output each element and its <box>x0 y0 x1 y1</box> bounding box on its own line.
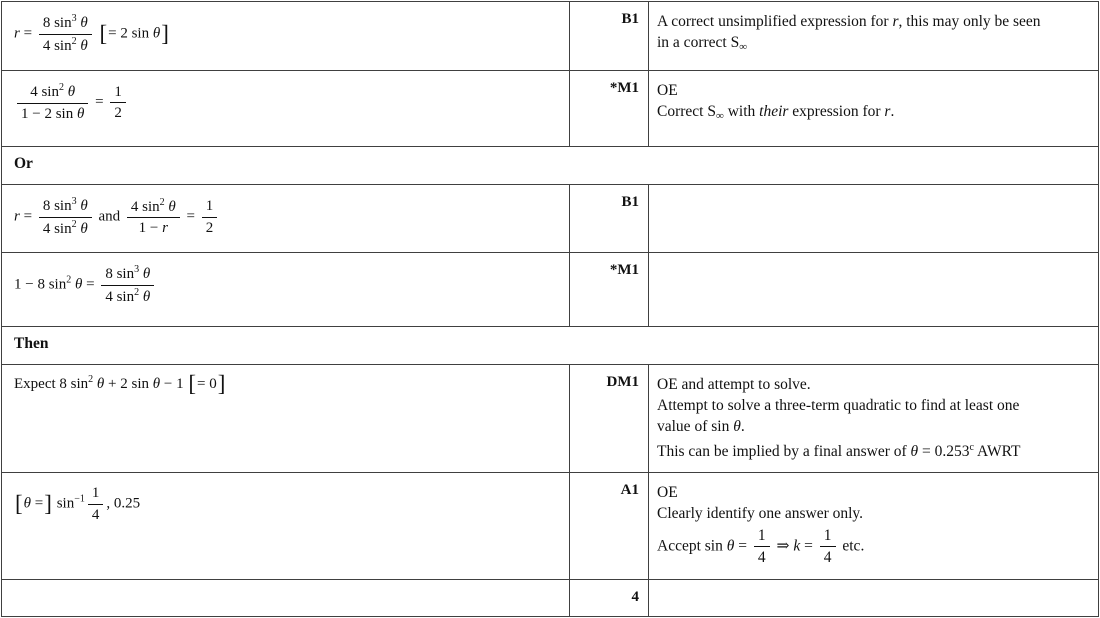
fraction <box>39 13 92 56</box>
mark-cell <box>570 365 649 473</box>
math-token-r: + 2 sin <box>104 376 153 392</box>
mark-scheme-table <box>1 1 1099 617</box>
fraction-numerator <box>127 197 180 219</box>
fraction <box>820 526 836 568</box>
fraction <box>88 484 104 525</box>
working-cell <box>2 253 570 327</box>
comment-line <box>657 11 1090 32</box>
section-label: Then <box>14 335 49 352</box>
comment-line <box>657 101 1090 127</box>
fraction-numerator <box>39 196 92 218</box>
fraction-denominator <box>17 104 88 124</box>
math-token-i: θ <box>910 443 919 460</box>
math-token-r: Correct S <box>657 103 716 120</box>
math-token-r: 8 sin <box>105 266 135 282</box>
math-token-i: r <box>14 208 20 225</box>
math-token-i: θ <box>733 418 741 435</box>
math-token-r: with <box>723 103 760 120</box>
math-token-i: θ <box>726 537 735 555</box>
comment-line <box>657 524 1090 570</box>
math-token-r: Attempt to solve a three-term quadratic to find at least one <box>657 397 1020 414</box>
fraction-denominator <box>820 547 836 567</box>
math-token-r: OE and attempt to solve. <box>657 376 811 393</box>
math-token-sup: 2 <box>66 274 72 286</box>
math-token-r: = <box>182 208 199 225</box>
table-row <box>2 71 1099 147</box>
math-token-sup: 3 <box>134 264 140 275</box>
table-row <box>2 2 1099 71</box>
math-token-i: θ <box>152 376 161 392</box>
math-token-r: A correct unsimplified expression for <box>657 13 893 30</box>
section-label: Or <box>14 155 33 172</box>
math-token-r: and <box>94 208 124 225</box>
fraction-numerator <box>101 264 154 286</box>
math-token-r: = <box>82 276 99 293</box>
comment-line <box>657 437 1090 462</box>
comment-line <box>657 482 1090 503</box>
math-token-r: = <box>19 25 36 42</box>
math-token-r: Clearly identify one answer only. <box>657 505 864 522</box>
math-token-sup: 2 <box>71 35 77 47</box>
math-token-r: = <box>800 537 817 555</box>
table-row <box>2 147 1099 185</box>
mark-cell <box>570 580 649 617</box>
section-row-cell <box>2 327 1099 365</box>
math-token-sup: 2 <box>58 82 64 93</box>
math-token-sup: 3 <box>71 196 77 207</box>
fraction <box>110 83 126 124</box>
mark-cell <box>570 185 649 253</box>
math-token-r: 1 − 8 sin <box>14 276 67 293</box>
fraction-denominator <box>754 547 770 567</box>
math-token-big: ] <box>217 371 226 396</box>
section-row-cell <box>2 147 1099 185</box>
math-token-i: θ <box>139 288 151 305</box>
math-token-r: . <box>740 418 745 435</box>
mark-cell <box>570 71 649 147</box>
comment-line <box>657 80 1090 101</box>
math-token-big: [ <box>188 371 197 396</box>
math-token-r: 4 sin <box>42 37 72 54</box>
comment-line <box>657 374 1090 395</box>
table-row <box>2 253 1099 327</box>
fraction-denominator <box>39 218 92 239</box>
math-token-i: θ <box>23 495 32 512</box>
math-token-r: 1 <box>205 198 214 214</box>
math-token-r: expression for <box>788 103 885 120</box>
fraction <box>754 526 770 568</box>
table-row <box>2 473 1099 580</box>
math-token-sup: c <box>969 442 974 453</box>
math-token-i: θ <box>76 37 88 54</box>
mark-label: *M1 <box>609 80 639 96</box>
fraction <box>127 197 180 239</box>
math-token-r: ⇒ <box>772 537 794 555</box>
fraction-numerator <box>110 83 126 104</box>
mark-label: DM1 <box>606 374 639 390</box>
math-token-r: − 1 <box>160 376 188 392</box>
math-token-sup: 2 <box>71 218 77 230</box>
math-token-sup: −1 <box>74 493 85 505</box>
math-token-r: in a correct S <box>657 34 740 51</box>
working-cell <box>2 365 570 473</box>
fraction <box>17 82 88 124</box>
math-token-i: θ <box>93 376 105 392</box>
comment-cell <box>649 580 1099 617</box>
math-token-r: 4 sin <box>130 198 160 215</box>
fraction-numerator <box>88 484 104 505</box>
math-token-r: = <box>91 94 108 111</box>
comment-cell <box>649 473 1099 580</box>
math-token-r: 4 sin <box>105 288 135 305</box>
math-token-i: k <box>793 537 801 555</box>
math-token-r: 4 <box>91 506 100 523</box>
math-token-sup: 3 <box>71 13 77 24</box>
math-token-i: θ <box>71 276 83 293</box>
mark-scheme-rows <box>2 2 1099 617</box>
math-token-big: ] <box>161 20 169 46</box>
comment-cell <box>649 253 1099 327</box>
table-row <box>2 580 1099 617</box>
math-token-r: OE <box>657 82 678 99</box>
math-token-i: r <box>884 103 891 120</box>
fraction-denominator <box>127 218 180 238</box>
math-token-i: θ <box>76 198 88 214</box>
math-token-r: = 0 <box>197 376 217 392</box>
mark-cell <box>570 2 649 71</box>
math-token-r: sin <box>52 495 75 512</box>
math-token-r: 1 − 2 sin <box>21 105 77 122</box>
comment-line <box>657 416 1090 437</box>
math-token-sup: 2 <box>88 374 94 385</box>
math-token-big: [ <box>99 20 108 46</box>
fraction-numerator <box>17 82 88 104</box>
table-row <box>2 365 1099 473</box>
math-token-sub: ∞ <box>715 110 724 122</box>
comment-line <box>657 395 1090 416</box>
fraction-denominator <box>39 35 92 56</box>
working-cell <box>2 473 570 580</box>
math-token-i: r <box>14 25 20 42</box>
math-token-r: AWRT <box>973 443 1021 460</box>
math-token-r: 4 sin <box>42 220 72 237</box>
comment-cell <box>649 71 1099 147</box>
fraction <box>101 264 154 307</box>
math-token-r: etc. <box>838 537 865 555</box>
fraction-numerator <box>202 197 218 218</box>
fraction-denominator <box>88 505 104 525</box>
math-token-r: 2 <box>114 105 122 122</box>
mark-label: *M1 <box>609 262 639 278</box>
math-token-sup: 2 <box>159 196 165 208</box>
math-token-r: . <box>890 103 895 120</box>
math-token-r: This can be implied by a final answer of <box>657 443 911 460</box>
math-token-i: r <box>162 220 168 237</box>
working-cell <box>2 580 570 617</box>
mark-cell <box>570 473 649 580</box>
math-token-r: 4 <box>757 549 766 567</box>
math-token-r: = <box>19 208 36 225</box>
fraction-denominator <box>110 103 126 123</box>
fraction-numerator <box>39 13 92 35</box>
math-token-r: , 0.25 <box>106 495 141 512</box>
table-row <box>2 185 1099 253</box>
fraction <box>39 196 92 239</box>
math-token-i: θ <box>164 198 176 215</box>
math-token-sup: 2 <box>134 286 140 298</box>
math-token-sub: ∞ <box>739 41 748 53</box>
working-cell <box>2 2 570 71</box>
math-token-i: θ <box>76 220 88 237</box>
comment-cell <box>649 365 1099 473</box>
math-token-r: 1 <box>757 527 766 544</box>
math-token-r: 8 sin <box>42 198 72 214</box>
math-token-r: 1 <box>91 485 100 501</box>
math-token-r: 2 <box>205 219 214 236</box>
working-cell <box>2 71 570 147</box>
comment-line <box>657 32 1090 58</box>
math-token-r: = 2 sin <box>108 25 153 42</box>
math-token-r: 1 − <box>138 220 163 237</box>
math-token-r: Accept sin <box>657 537 727 555</box>
math-token-r: , this may only be seen <box>898 13 1041 30</box>
math-token-i: θ <box>152 25 161 42</box>
total-marks: 4 <box>631 589 639 605</box>
math-token-r: OE <box>657 484 678 501</box>
fraction-denominator <box>202 218 218 238</box>
mark-label: B1 <box>621 11 639 27</box>
math-token-i: their <box>759 103 789 120</box>
math-token-i: θ <box>139 266 151 282</box>
math-token-i: θ <box>63 84 76 100</box>
mark-label: B1 <box>621 194 639 210</box>
math-token-r: = 0.253 <box>918 443 970 460</box>
working-cell <box>2 185 570 253</box>
fraction <box>202 197 218 238</box>
math-token-r: value of sin <box>657 418 734 435</box>
mark-cell <box>570 253 649 327</box>
math-token-r: 1 <box>823 527 832 544</box>
math-token-r: = <box>734 537 751 555</box>
math-token-r: 4 <box>823 549 832 567</box>
fraction-numerator <box>754 526 770 547</box>
fraction-denominator <box>101 286 154 307</box>
fraction-numerator <box>820 526 836 547</box>
table-row <box>2 327 1099 365</box>
math-token-big: [ <box>15 490 23 516</box>
math-token-i: θ <box>76 15 88 31</box>
comment-line <box>657 503 1090 524</box>
math-token-i: θ <box>76 105 85 122</box>
math-token-i: r <box>892 13 899 30</box>
math-token-r: Expect 8 sin <box>14 376 89 392</box>
math-token-r: = <box>31 495 44 512</box>
comment-cell <box>649 2 1099 71</box>
comment-cell <box>649 185 1099 253</box>
mark-label: A1 <box>620 482 639 498</box>
math-token-r: 8 sin <box>42 15 72 31</box>
math-token-r: 1 <box>114 83 122 100</box>
math-token-big: ] <box>44 490 52 516</box>
math-token-r: 4 sin <box>30 84 59 100</box>
